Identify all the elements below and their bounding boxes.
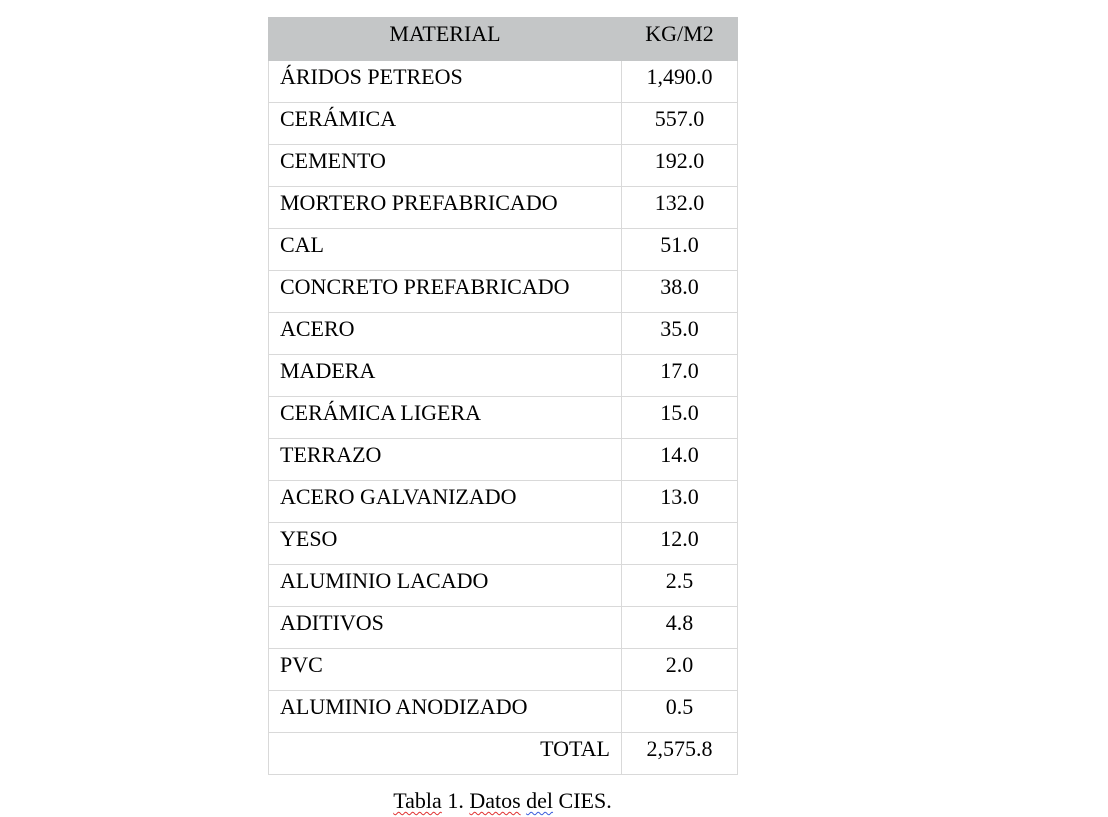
table-row [269,271,738,313]
material-cell: YESO [269,523,622,565]
table-caption [268,789,737,813]
kg-m2-cell: 35.0 [622,313,738,355]
material-cell: TERRAZO [269,439,622,481]
table-row [269,313,738,355]
material-cell: ACERO GALVANIZADO [269,481,622,523]
caption-word-tabla: Tabla [393,788,442,813]
table-row [269,355,738,397]
table-row [269,649,738,691]
kg-m2-cell: 15.0 [622,397,738,439]
material-cell: ALUMINIO ANODIZADO [269,691,622,733]
table-row [269,565,738,607]
kg-m2-cell: 192.0 [622,145,738,187]
header-kg-m2: KG/M2 [622,18,738,61]
material-cell: CERÁMICA LIGERA [269,397,622,439]
table-row [269,397,738,439]
table-row [269,187,738,229]
kg-m2-cell: 2.0 [622,649,738,691]
header-material: MATERIAL [269,18,622,61]
material-cell: MADERA [269,355,622,397]
kg-m2-cell: 14.0 [622,439,738,481]
total-row [269,733,738,775]
material-cell: ÁRIDOS PETREOS [269,61,622,103]
kg-m2-cell: 4.8 [622,607,738,649]
material-cell: CERÁMICA [269,103,622,145]
material-cell: CEMENTO [269,145,622,187]
material-cell: MORTERO PREFABRICADO [269,187,622,229]
kg-m2-cell: 38.0 [622,271,738,313]
caption-number: 1. [441,788,470,813]
table-row [269,61,738,103]
table-row [269,439,738,481]
kg-m2-cell: 13.0 [622,481,738,523]
caption-word-del: del [526,788,554,813]
material-cell: CAL [269,229,622,271]
table-row [269,481,738,523]
table-row [269,691,738,733]
kg-m2-cell: 51.0 [622,229,738,271]
kg-m2-cell: 2.5 [622,565,738,607]
material-cell: PVC [269,649,622,691]
caption-word-datos: Datos [469,788,521,813]
table-row [269,523,738,565]
kg-m2-cell: 0.5 [622,691,738,733]
kg-m2-cell: 132.0 [622,187,738,229]
table-header-row [269,18,738,61]
material-cell: ADITIVOS [269,607,622,649]
kg-m2-cell: 1,490.0 [622,61,738,103]
materials-table [268,17,738,775]
table-row [269,607,738,649]
table-row [269,103,738,145]
material-cell: ALUMINIO LACADO [269,565,622,607]
kg-m2-cell: 12.0 [622,523,738,565]
material-cell: CONCRETO PREFABRICADO [269,271,622,313]
caption-word-cies: CIES. [553,788,612,813]
kg-m2-cell: 557.0 [622,103,738,145]
material-cell: ACERO [269,313,622,355]
total-label: TOTAL [269,733,622,775]
kg-m2-cell: 17.0 [622,355,738,397]
table-row [269,229,738,271]
total-value: 2,575.8 [622,733,738,775]
table-row [269,145,738,187]
